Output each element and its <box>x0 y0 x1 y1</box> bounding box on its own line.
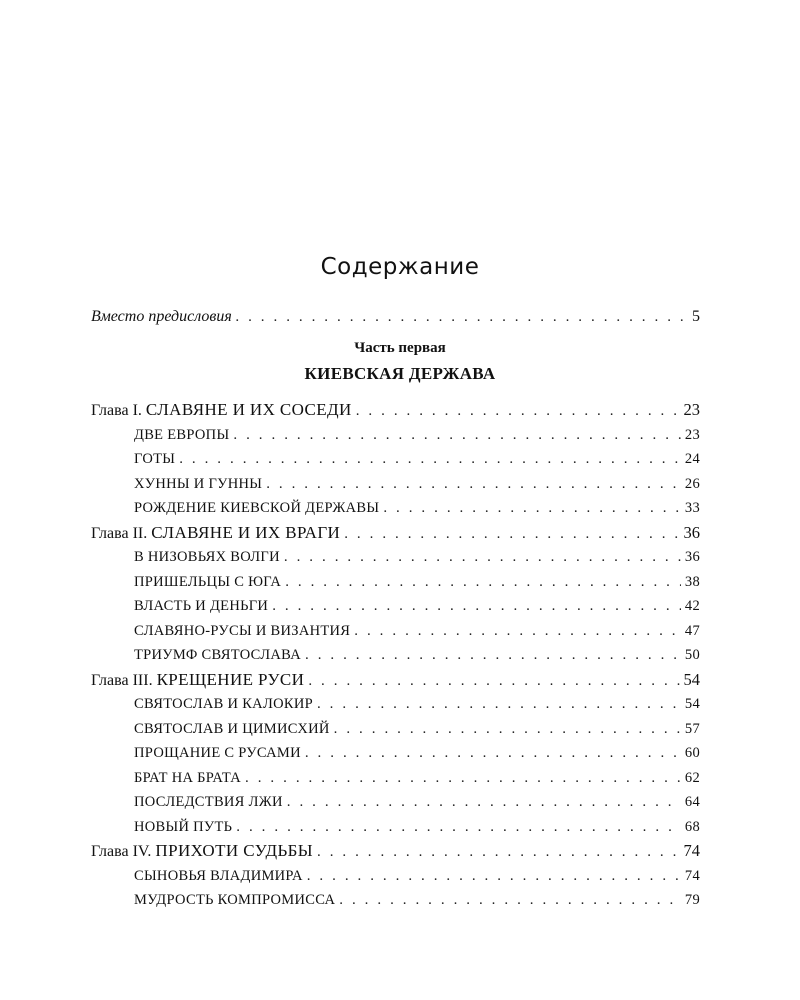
dot-leader <box>344 522 679 546</box>
toc-section[interactable] <box>134 692 700 716</box>
page-number: 74 <box>683 841 700 860</box>
toc-section[interactable] <box>134 619 700 643</box>
toc-section[interactable] <box>134 643 700 667</box>
entry-label: РОЖДЕНИЕ КИЕВСКОЙ ДЕРЖАВЫ <box>134 500 380 516</box>
chapter-title: КРЕЩЕНИЕ РУСИ <box>156 669 305 689</box>
part-label: Часть первая <box>354 340 446 356</box>
toc-entry-preface[interactable] <box>91 305 700 329</box>
page-number: 38 <box>684 573 700 590</box>
page-number: 54 <box>683 669 700 689</box>
toc-section[interactable] <box>134 496 700 520</box>
toc-section[interactable] <box>134 472 700 496</box>
toc-chapter[interactable] <box>91 668 700 692</box>
dot-leader <box>317 840 680 864</box>
page-number: 23 <box>683 400 700 419</box>
chapter-title: СЛАВЯНЕ И ИХ ВРАГИ <box>151 522 341 542</box>
entry-label: В НИЗОВЬЯХ ВОЛГИ <box>134 549 280 565</box>
dot-leader <box>317 692 681 716</box>
entry-label: СВЯТОСЛАВ И ЦИМИСХИЙ <box>134 720 330 737</box>
page-number: 62 <box>684 769 700 786</box>
entry-label <box>91 398 352 423</box>
toc-chapter[interactable] <box>91 839 700 863</box>
dot-leader <box>305 643 681 667</box>
page-number: 36 <box>683 522 700 542</box>
dot-leader <box>245 766 681 790</box>
dot-leader <box>287 790 681 814</box>
toc-section[interactable] <box>134 717 700 741</box>
page-number: 47 <box>684 622 700 639</box>
entry-label: БРАТ НА БРАТА <box>134 769 242 786</box>
dot-leader <box>179 447 681 471</box>
toc-chapter[interactable] <box>91 521 700 545</box>
toc-section[interactable] <box>134 570 700 594</box>
dot-leader <box>339 888 681 912</box>
page-number: 33 <box>684 500 700 516</box>
page-number: 36 <box>684 549 700 565</box>
toc-section[interactable] <box>134 766 700 790</box>
entry-label: ХУННЫ И ГУННЫ <box>134 475 263 492</box>
entry-label <box>91 839 313 864</box>
dot-leader <box>236 305 688 329</box>
page-number: 26 <box>684 475 700 492</box>
toc-section[interactable] <box>134 594 700 618</box>
chapter-title: СЛАВЯНЕ И ИХ СОСЕДИ <box>145 400 352 419</box>
part-title: КИЕВСКАЯ ДЕРЖАВА <box>304 364 496 383</box>
entry-label: СЛАВЯНО-РУСЫ И ВИЗАНТИЯ <box>134 622 351 639</box>
chapter-title: ПРИХОТИ СУДЬБЫ <box>155 841 313 860</box>
entry-label: МУДРОСТЬ КОМПРОМИССА <box>134 892 336 908</box>
entry-label: ПРОЩАНИЕ С РУСАМИ <box>134 745 301 761</box>
page-number: 60 <box>684 745 700 761</box>
dot-leader <box>272 594 681 618</box>
page-number: 24 <box>684 451 700 467</box>
dot-leader <box>284 545 681 569</box>
dot-leader <box>308 669 679 693</box>
dot-leader <box>354 619 681 643</box>
entry-label: ПРИШЕЛЬЦЫ С ЮГА <box>134 573 282 590</box>
chapter-number: Глава III. <box>91 671 157 689</box>
page-number: 68 <box>684 818 700 835</box>
dot-leader <box>233 423 680 447</box>
dot-leader <box>334 717 681 741</box>
entry-label: СЫНОВЬЯ ВЛАДИМИРА <box>134 867 303 884</box>
page-title: Содержание <box>320 254 480 280</box>
toc-section[interactable] <box>134 815 700 839</box>
entry-label: СВЯТОСЛАВ И КАЛОКИР <box>134 696 313 712</box>
toc-section[interactable] <box>134 447 700 471</box>
page-number: 23 <box>684 426 700 443</box>
chapter-number: Глава IV. <box>91 843 156 860</box>
page-number: 74 <box>684 867 700 884</box>
entry-label: ВЛАСТЬ И ДЕНЬГИ <box>134 598 269 614</box>
page-number: 57 <box>684 720 700 737</box>
entry-label: Вместо предисловия <box>91 308 232 325</box>
chapter-number: Глава II. <box>91 524 152 542</box>
page-number: 54 <box>684 696 700 712</box>
page-number: 50 <box>684 647 700 663</box>
dot-leader <box>307 864 681 888</box>
dot-leader <box>305 741 681 765</box>
toc-section[interactable] <box>134 864 700 888</box>
dot-leader <box>356 399 680 423</box>
dot-leader <box>285 570 681 594</box>
dot-leader <box>266 472 681 496</box>
page-number: 5 <box>692 308 700 325</box>
toc-section[interactable] <box>134 790 700 814</box>
toc-section[interactable] <box>134 741 700 765</box>
page-number: 42 <box>684 598 700 614</box>
toc-chapter[interactable] <box>91 398 700 422</box>
entry-label <box>91 668 304 693</box>
page-number: 79 <box>684 892 700 908</box>
entry-label: ТРИУМФ СВЯТОСЛАВА <box>134 647 301 663</box>
dot-leader <box>383 496 681 520</box>
toc-section[interactable] <box>134 545 700 569</box>
entry-label: ДВЕ ЕВРОПЫ <box>134 426 230 443</box>
entry-label: ГОТЫ <box>134 451 176 467</box>
dot-leader <box>236 815 681 839</box>
entry-label <box>91 521 340 546</box>
entry-label: НОВЫЙ ПУТЬ <box>134 818 233 835</box>
page-number: 64 <box>684 794 700 810</box>
toc-section[interactable] <box>134 888 700 912</box>
chapter-number: Глава I. <box>91 402 146 419</box>
entry-label: ПОСЛЕДСТВИЯ ЛЖИ <box>134 794 283 810</box>
toc-section[interactable] <box>134 423 700 447</box>
